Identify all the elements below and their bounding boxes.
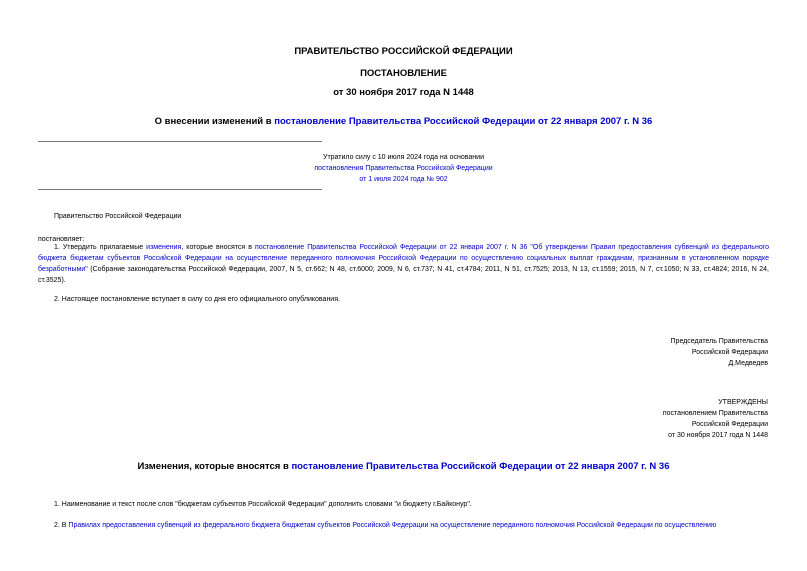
repeal-note-line1: Утратило силу с 10 июля 2024 года на основании: [323, 154, 484, 161]
changes-link[interactable]: изменения: [146, 244, 182, 251]
resolution-item-2: 2. Настоящее постановление вступает в силу со дня его официального опубликования.: [54, 296, 340, 303]
signature-block: [671, 336, 768, 369]
item1-text-a: 1. Утвердить прилагаемые: [54, 244, 147, 251]
approved-block: [663, 397, 768, 441]
item1-text-b: , которые вносятся в: [181, 244, 255, 251]
divider-top: [38, 141, 322, 142]
change-item-2: [54, 520, 769, 531]
resolution-title-link[interactable]: "Об утверждении Правил предоставления субвенций из федерального бюджета бюджетам субъектов Российской Федерации на осуществление переданного полномочия Российской Федерации по осуществлению социальных выплат гражданам, признанным в установленном порядке безработными": [38, 244, 770, 273]
government-heading: ПРАВИТЕЛЬСТВО РОССИЙСКОЙ ФЕДЕРАЦИИ: [294, 46, 513, 57]
title-link[interactable]: постановление Правительства Российской Федерации от 22 января 2007 г. N 36: [274, 116, 653, 127]
change-item-1: 1. Наименование и текст после слов "бюджетам субъектов Российской Федерации" дополнить словами "и бюджету г.Байконур".: [54, 501, 472, 508]
repeal-note-link1[interactable]: постановления Правительства Российской Федерации: [314, 165, 493, 172]
changes-title-link[interactable]: постановление Правительства Российской Федерации от 22 января 2007 г. N 36: [291, 461, 670, 472]
signature-line1: Председатель Правительства: [670, 338, 768, 345]
repeal-note: [0, 152, 807, 185]
resolves-line: постановляет:: [38, 236, 85, 243]
rules-link[interactable]: Правилах предоставления субвенций из федерального бюджета бюджетам субъектов Российской Федерации на осуществление переданного полномочия Российской Федерации по осуществлению: [68, 522, 717, 529]
document-date-number: от 30 ноября 2017 года N 1448: [333, 87, 474, 98]
resolution-item-1: [38, 242, 769, 286]
approved-line1: УТВЕРЖДЕНЫ: [718, 399, 768, 406]
document-type: ПОСТАНОВЛЕНИЕ: [360, 68, 447, 79]
divider-bottom: [38, 189, 322, 190]
approved-line2: постановлением Правительства: [662, 410, 768, 417]
changes-title: [0, 461, 807, 472]
item1-text-d: (Собрание законодательства Российской Федерации, 2007, N 5, ст.662; N 48, ст.6000; 2009, N 6, ст.737; N 41, ст.4784; 2011, N 51, ст.7525; 2013, N 13, ст.1559; 2015, N 7, ст.1050; N 33, ст.4824; 2016, N 24, ст.3525).: [38, 266, 769, 284]
changes-title-prefix: Изменения, которые вносятся в: [137, 461, 292, 472]
document-title: [0, 116, 807, 127]
change-item-2-number: 2. В: [54, 522, 69, 529]
signature-line2: Российской Федерации: [691, 349, 768, 356]
approved-line4: от 30 ноября 2017 года N 1448: [668, 432, 768, 439]
resolution-link[interactable]: постановление Правительства Российской Федерации от 22 января 2007 г. N 36: [255, 244, 528, 251]
title-prefix: О внесении изменений в: [154, 116, 275, 127]
government-line: Правительство Российской Федерации: [54, 213, 182, 220]
repeal-note-link2[interactable]: от 1 июля 2024 года № 902: [359, 176, 448, 183]
signature-line3: Д.Медведев: [728, 360, 768, 367]
approved-line3: Российской Федерации: [691, 421, 768, 428]
